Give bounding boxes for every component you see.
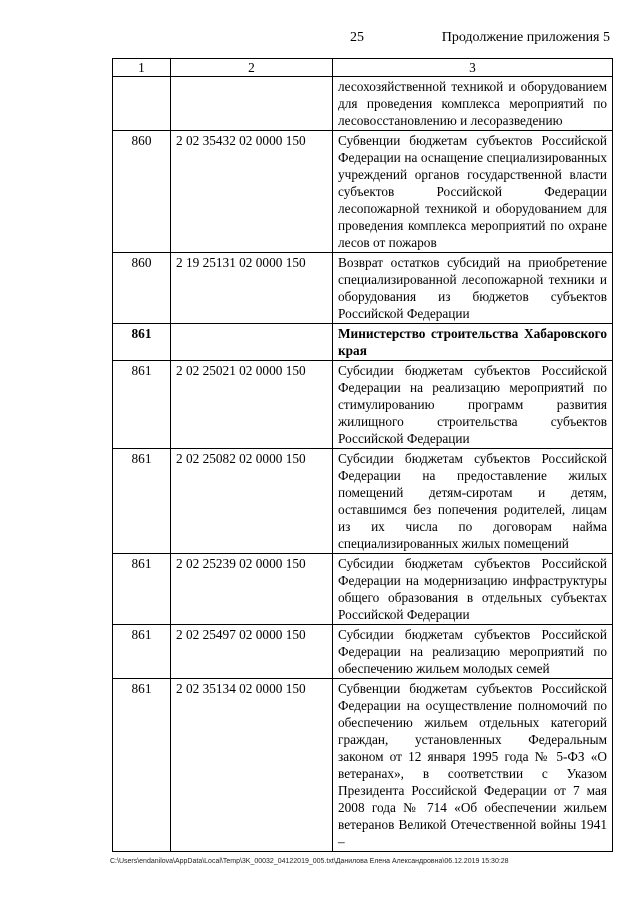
description-cell: Субвенции бюджетам субъектов Российской Федерации на оснащение специализированных учреждений органов государственной власти субъектов Российской Федерации лесопожарной техникой и оборудованием для проведения комплекса мероприятий по охране лесов от пожаров xyxy=(333,131,613,253)
admin-code-cell: 861 xyxy=(113,554,171,625)
table-row xyxy=(113,361,613,449)
budget-code-cell xyxy=(171,77,333,131)
file-path-footer: C:\Users\endanilova\AppData\Local\Temp\3K_00032_04122019_005.txt\Данилова Елена Александровна\06.12.2019 15:30:28 xyxy=(110,858,509,865)
description-cell: Возврат остатков субсидий на приобретение специализированной лесопожарной техники и оборудования из бюджетов субъектов Российской Федерации xyxy=(333,253,613,324)
budget-code-cell: 2 02 25497 02 0000 150 xyxy=(171,625,333,679)
table-row xyxy=(113,324,613,361)
budget-code-cell: 2 02 25082 02 0000 150 xyxy=(171,449,333,554)
description-cell: Министерство строительства Хабаровского края xyxy=(333,324,613,361)
table-row xyxy=(113,554,613,625)
budget-code-cell: 2 02 25239 02 0000 150 xyxy=(171,554,333,625)
admin-code-cell: 860 xyxy=(113,131,171,253)
admin-code-cell: 861 xyxy=(113,449,171,554)
budget-codes-table xyxy=(112,58,613,852)
admin-code-cell xyxy=(113,77,171,131)
description-cell: Субсидии бюджетам субъектов Российской Федерации на предоставление жилых помещений детям-сиротам и детям, оставшимся без попечения родителей, лицам из их числа по договорам найма специализированных жилых помещений xyxy=(333,449,613,554)
table-row xyxy=(113,253,613,324)
description-cell: Субсидии бюджетам субъектов Российской Федерации на реализацию мероприятий по обеспечению жильем молодых семей xyxy=(333,625,613,679)
description-cell: Субвенции бюджетам субъектов Российской Федерации на осуществление полномочий по обеспечению жильем отдельных категорий граждан, установленных Федеральным законом от 12 января 1995 года № 5-ФЗ «О ветеранах», в соответствии с Указом Президента Российской Федерации от 7 мая 2008 года № 714 «Об обеспечении жильем ветеранов Великой Отечественной войны 1941 – xyxy=(333,679,613,852)
table-row xyxy=(113,625,613,679)
column-number-1: 1 xyxy=(113,59,171,77)
admin-code-cell: 861 xyxy=(113,361,171,449)
table-row xyxy=(113,679,613,852)
budget-code-cell: 2 02 35134 02 0000 150 xyxy=(171,679,333,852)
admin-code-cell: 861 xyxy=(113,324,171,361)
table-row xyxy=(113,77,613,131)
admin-code-cell: 860 xyxy=(113,253,171,324)
description-cell: лесохозяйственной техникой и оборудованием для проведения комплекса мероприятий по лесовосстановлению и лесоразведению xyxy=(333,77,613,131)
admin-code-cell: 861 xyxy=(113,679,171,852)
budget-code-cell: 2 19 25131 02 0000 150 xyxy=(171,253,333,324)
budget-code-cell: 2 02 35432 02 0000 150 xyxy=(171,131,333,253)
continuation-label: Продолжение приложения 5 xyxy=(441,30,610,45)
column-number-3: 3 xyxy=(333,59,613,77)
page-number: 25 xyxy=(350,30,364,45)
admin-code-cell: 861 xyxy=(113,625,171,679)
table-row xyxy=(113,449,613,554)
budget-code-cell xyxy=(171,324,333,361)
column-number-2: 2 xyxy=(171,59,333,77)
description-cell: Субсидии бюджетам субъектов Российской Федерации на модернизацию инфраструктуры общего образования в отдельных субъектах Российской Федерации xyxy=(333,554,613,625)
table-row xyxy=(113,131,613,253)
description-cell: Субсидии бюджетам субъектов Российской Федерации на реализацию мероприятий по стимулированию программ развития жилищного строительства субъектов Российской Федерации xyxy=(333,361,613,449)
page-header xyxy=(0,28,640,50)
budget-code-cell: 2 02 25021 02 0000 150 xyxy=(171,361,333,449)
column-number-row xyxy=(113,59,613,77)
